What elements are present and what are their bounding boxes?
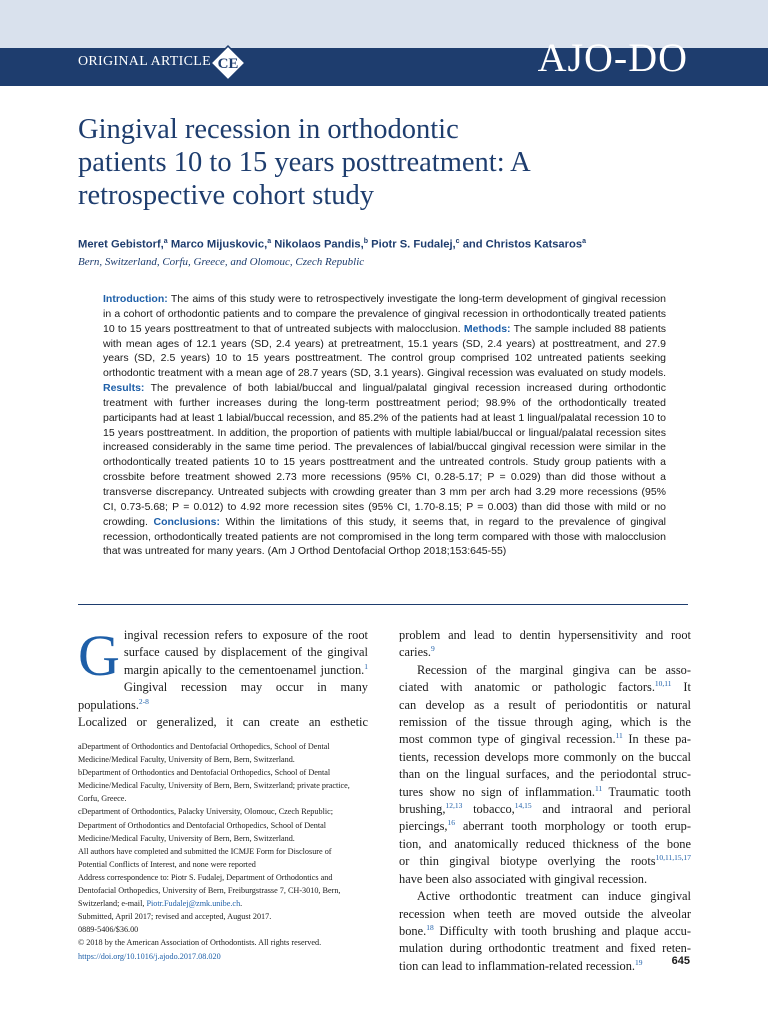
body-text: ciated with anatomic or pathologic factors. <box>399 680 655 695</box>
abstract-body <box>103 292 666 559</box>
body-text-line <box>78 644 368 661</box>
body-text: tion, and anatomically reduced thickness of the bone <box>399 836 691 851</box>
footnote-line: © 2018 by the American Association of Orthodontists. All rights reserved. <box>78 938 322 948</box>
body-text-line <box>399 906 691 923</box>
body-text: than on the lingual surfaces, and the periodontal struc- <box>399 767 691 782</box>
ce-badge-text: CE <box>217 56 239 72</box>
author-name[interactable]: Meret Gebistorf, <box>78 238 164 251</box>
abstract-results-text: The prevalence of both labial/buccal and lingual/palatal gingival recession increased during orthodontic treatment with further increases during the long-term posttreatment period; 98.9% of the orthodontically treated participants had at least 1 labial/buccal recession, and 85.2% of the patients had at least 1 lingual/palatal recession 10 to 15 years posttreatment. In addition, the proportion of patients with multiple labial/buccal or lingual/palatal recession sites increased considerably in the same time period. The prevalences of labial/buccal gingival recession were similar in the orthodontically treated patients 10 to 15 years posttreatment and the untreated controls. Study group patients with a crossbite before treatment showed 2.73 more recessions (95% CI, 0.28-5.17; P = 0.029) than did those without a transverse discrepancy. Untreated subjects with crowding greater than 3 mm per arch had 3.29 more recessions (95% CI, 0.73-5.68; P = 0.012) to 4.92 more recession sites (95% CI, 1.70-8.15; P = 0.003) than did those with mild or no crowding. <box>103 382 666 528</box>
body-text-line <box>399 836 691 853</box>
body-text-line <box>399 714 691 731</box>
body-text: most common type of gingival recession. <box>399 732 616 747</box>
body-text-line <box>399 679 691 696</box>
body-text: piercings, <box>399 819 448 834</box>
footnote-line: Potential Conflicts of Interest, and none were reported <box>78 859 256 869</box>
body-text: margin apically to the cementoenamel junction. <box>123 662 365 677</box>
body-text-line <box>399 749 691 766</box>
footnote-line: Medicine/Medical Faculty, University of Bern, Bern, Switzerland; private practice, <box>78 781 350 791</box>
footnote-line: Submitted, April 2017; revised and accepted, August 2017. <box>78 912 272 922</box>
abstract-results-label: Results: <box>103 382 145 395</box>
body-text: caries. <box>399 645 431 660</box>
body-text-line <box>399 940 691 957</box>
author-affil-mark: b <box>363 238 369 245</box>
footnote-email-line: Switzerland; e-mail, Piotr.Fudalej@zmk.unibe.ch. <box>78 899 243 909</box>
citation-link[interactable]: 11 <box>595 783 603 793</box>
footnote-line: Medicine/Medical Faculty, University of Bern, Bern, Switzerland. <box>78 755 295 765</box>
email-link[interactable]: Piotr.Fudalej@zmk.unibe.ch <box>146 899 241 909</box>
body-text-line <box>78 714 368 731</box>
body-text: Localized or generalized, it can create an esthetic <box>78 715 368 730</box>
footnote-line: aDepartment of Orthodontics and Dentofacial Orthopedics, School of Dental <box>78 742 330 751</box>
abstract-divider <box>78 604 688 605</box>
body-text-line <box>399 818 691 835</box>
citation-link[interactable]: 14,15 <box>514 800 532 810</box>
article-title <box>78 113 638 212</box>
body-text-line <box>399 888 691 905</box>
body-text: remission of the tissue through aging, which is the <box>399 715 691 730</box>
drop-cap: G <box>78 623 120 688</box>
abstract-conclusions-text: Within the limitations of this study, it seems that, in regard to the prevalence of gingival recession, orthodontically treated patients are not compromised in the long term compared with those with malocclusion that was untreated for many years. (Am J Orthod Dentofacial Orthop 2018;153:645-55) <box>103 515 666 558</box>
citation-link[interactable]: 10,11,15,17 <box>655 853 691 863</box>
journal-logo[interactable]: AJO-DO <box>537 35 688 80</box>
author-name[interactable]: and Christos Katsaros <box>462 238 583 251</box>
left-column-text <box>78 623 368 731</box>
author-name[interactable]: Piotr S. Fudalej, <box>371 238 456 251</box>
footnote-line: Corfu, Greece. <box>78 794 127 804</box>
footnote-line: cDepartment of Orthodontics, Palacky University, Olomouc, Czech Republic; <box>78 807 334 817</box>
body-text: brushing, <box>399 802 446 817</box>
footnote-line: Dentofacial Orthopedics, University of Bern, Freiburgstrasse 7, CH-3010, Bern, <box>78 886 341 896</box>
footnote-line: 0889-5406/$36.00 <box>78 925 139 935</box>
citation-link[interactable]: 18 <box>426 922 434 932</box>
citation-link[interactable]: 2-8 <box>138 696 149 706</box>
body-text-line <box>399 766 691 783</box>
footnote-line: Switzerland; e-mail, <box>78 899 147 909</box>
body-text: or thin gingival biotype overlying the roots <box>399 854 656 869</box>
author-name[interactable]: Nikolaos Pandis, <box>274 238 364 251</box>
citation-link[interactable]: 9 <box>431 644 435 654</box>
footnote-line: Address correspondence to: Piotr S. Fudalej, Department of Orthodontics and <box>78 872 333 882</box>
body-text: aberrant tooth morphology or tooth erup- <box>455 819 691 834</box>
author-affiliations: Bern, Switzerland, Corfu, Greece, and Olomouc, Czech Republic <box>78 256 365 268</box>
abstract <box>103 292 666 559</box>
body-text: bone. <box>399 923 427 938</box>
footnote-line: bDepartment of Orthodontics and Dentofacial Orthopedics, School of Dental <box>78 768 331 778</box>
body-text: tobacco, <box>462 802 515 817</box>
abstract-methods-text: The sample included 88 patients with mean ages of 12.1 years (SD, 2.4 years) at pretreatment, 15.1 years (SD, 2.4 years) at posttreatment, and 27.9 years (SD, 2.5 years) 10 to 15 years posttreatment. The control group comprised 102 untreated patients seeking orthodontic treatment with a mean age of 28.7 years (SD, 3.1 years). Gingival recession was evaluated on study models. <box>103 322 667 380</box>
citation-link[interactable]: 11 <box>615 731 623 741</box>
body-text-line <box>399 958 691 975</box>
body-text: can develop as a result of periodontitis or natural <box>399 697 691 712</box>
author-list <box>78 238 718 251</box>
author-affil-mark: a <box>582 238 586 245</box>
body-column-right <box>399 627 691 975</box>
body-text: Traumatic tooth <box>602 784 691 799</box>
page-number: 645 <box>671 955 690 967</box>
body-text: recession when teeth are moved outside the alveolar <box>399 906 691 921</box>
body-text: surface caused by displacement of the gingival <box>123 645 368 660</box>
title-line: Gingival recession in orthodontic <box>78 114 459 145</box>
author-affil-mark: a <box>163 238 168 245</box>
body-text-line <box>399 731 691 748</box>
ce-badge-icon <box>209 44 247 82</box>
body-text: Active orthodontic treatment can induce gingival <box>417 889 691 904</box>
body-text: Recession of the marginal gingiva can be asso- <box>417 662 691 677</box>
body-text-line <box>399 784 691 801</box>
body-text: Difficulty with tooth brushing and plaque accu- <box>433 923 691 938</box>
body-text-line <box>78 679 368 714</box>
title-line: retrospective cohort study <box>78 180 374 211</box>
body-text: mulation during orthodontic treatment and fixed reten- <box>399 941 691 956</box>
citation-link[interactable]: 10,11 <box>654 679 672 689</box>
citation-link[interactable]: 16 <box>447 818 456 828</box>
footnote-line: All authors have completed and submitted the ICMJE Form for Disclosure of <box>78 846 332 856</box>
body-text-line <box>399 697 691 714</box>
body-text-line <box>78 662 368 679</box>
body-text-line <box>399 853 691 870</box>
right-column-text <box>399 627 691 975</box>
body-text-line <box>399 923 691 940</box>
abstract-introduction-text: The aims of this study were to retrospectively investigate the long-term development of gingival recession in a cohort of orthodontic patients and to compare the prevalence of gingival recession in orthodontically treated patients 10 to 15 years posttreatment to that of untreated subjects with malocclusion. <box>103 293 666 335</box>
footnotes <box>78 740 370 963</box>
citation-link[interactable]: 12,13 <box>445 800 463 810</box>
abstract-introduction-label: Introduction: <box>103 293 168 305</box>
body-text: have been also associated with gingival recession. <box>399 871 648 886</box>
footnote-line: Medicine/Medical Faculty, University of Bern, Bern, Switzerland. <box>78 833 295 843</box>
body-text-line <box>399 871 691 888</box>
author-affil-mark: c <box>455 238 460 245</box>
abstract-conclusions-label: Conclusions: <box>153 515 221 528</box>
body-text: ingival recession refers to exposure of the root <box>123 628 368 642</box>
body-text-line <box>399 644 691 661</box>
title-line: patients 10 to 15 years posttreatment: A <box>78 147 531 178</box>
body-text: problem and lead to dentin hypersensitivity and root <box>399 628 691 642</box>
doi-link[interactable]: https://doi.org/10.1016/j.ajodo.2017.08.020 <box>78 951 221 961</box>
body-text-line <box>78 627 368 644</box>
body-text-line <box>399 662 691 679</box>
body-text: In these pa- <box>622 732 691 747</box>
body-text-line <box>399 801 691 818</box>
author-name[interactable]: Marco Mijuskovic, <box>170 238 268 251</box>
footnote-line: Department of Orthodontics and Dentofacial Orthopedics, School of Dental <box>78 820 327 830</box>
author-affil-mark: a <box>267 238 272 245</box>
body-text-line <box>399 627 691 644</box>
body-text: and intraoral and perioral <box>531 802 691 817</box>
body-text: tients, recession develops more commonly on the buccal <box>399 749 691 764</box>
citation-link[interactable]: 1 <box>364 661 368 671</box>
body-text: tion can lead to inflammation-related recession. <box>399 958 636 973</box>
citation-link[interactable]: 19 <box>635 957 643 967</box>
body-text: Gingival recession may occur in many populations. <box>78 680 368 712</box>
abstract-methods-label: Methods: <box>463 322 511 335</box>
article-type-label: ORIGINAL ARTICLE <box>78 54 211 69</box>
body-text: tures show no sign of inflammation. <box>399 784 596 799</box>
body-column-left <box>78 623 368 731</box>
body-text: It <box>671 680 691 695</box>
